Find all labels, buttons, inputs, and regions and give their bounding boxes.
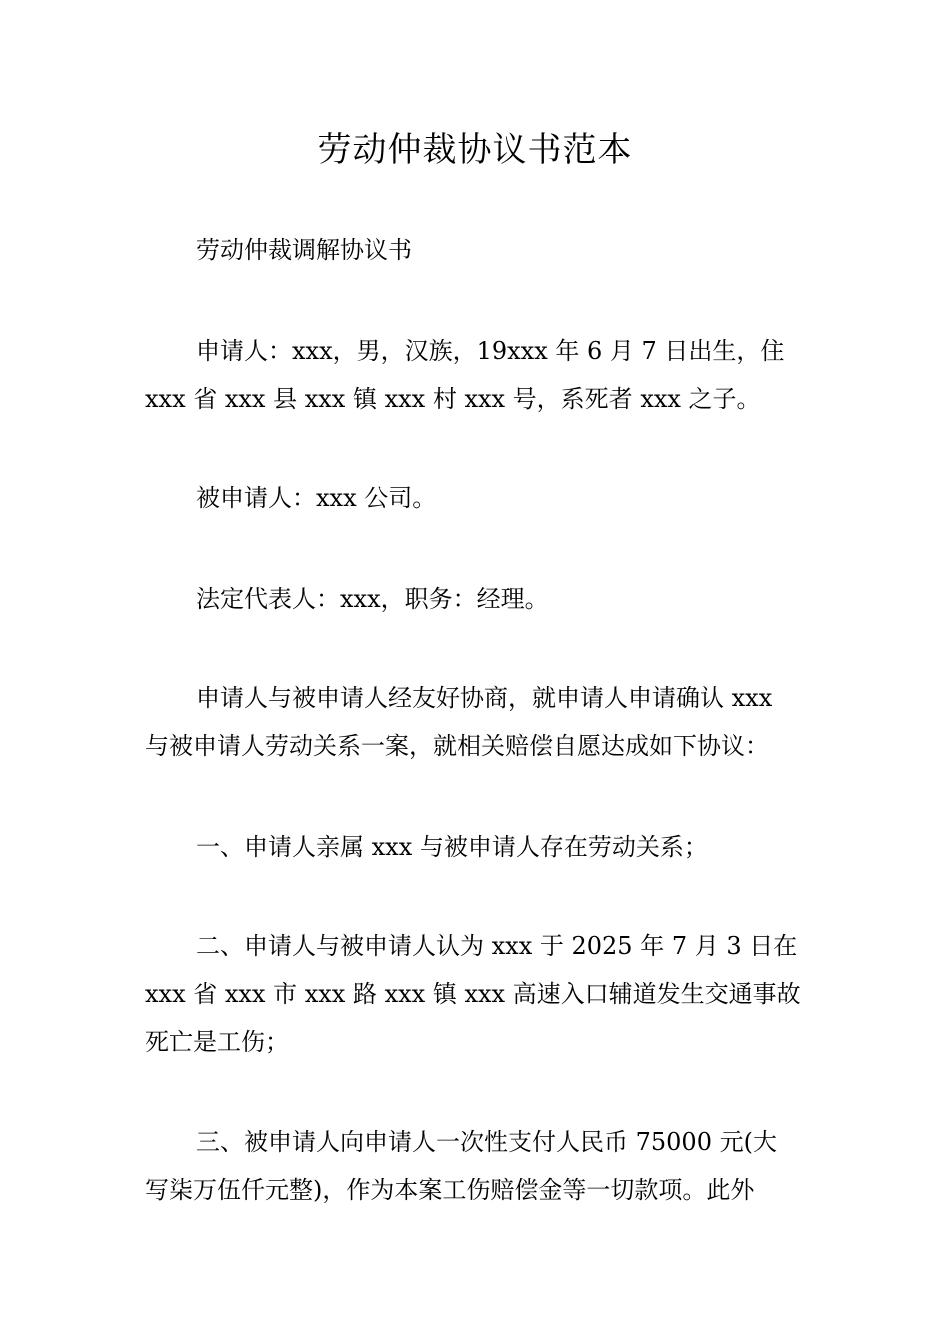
text-line: xxx 省 xxx 县 xxx 镇 xxx 村 xxx 号，系死者 xxx 之子。 xyxy=(145,385,761,413)
text-line: 申请人：xxx，男，汉族，19xxx 年 6 月 7 日出生，住 xyxy=(196,337,785,365)
paragraph-applicant xyxy=(145,327,810,423)
text-line: 劳动仲裁调解协议书 xyxy=(196,236,412,264)
paragraph-subtitle xyxy=(145,226,810,274)
text-line: 申请人与被申请人经友好协商，就申请人申请确认 xxx xyxy=(196,684,773,712)
text-line: xxx 省 xxx 市 xxx 路 xxx 镇 xxx 高速入口辅道发生交通事故 xyxy=(145,980,801,1008)
paragraph-clause-2 xyxy=(145,922,810,1066)
text-line: 二、申请人与被申请人认为 xxx 于 2025 年 7 月 3 日在 xyxy=(196,932,798,960)
paragraph-clause-3 xyxy=(145,1118,810,1214)
document-title: 劳动仲裁协议书范本 xyxy=(317,130,633,170)
text-line: 写柒万伍仟元整)，作为本案工伤赔偿金等一切款项。此外 xyxy=(145,1176,755,1204)
paragraph-clause-1 xyxy=(145,823,810,871)
paragraph-legal-representative xyxy=(145,575,810,623)
text-line: 三、被申请人向申请人一次性支付人民币 75000 元(大 xyxy=(196,1128,777,1156)
paragraph-preamble xyxy=(145,674,810,770)
text-line: 一、申请人亲属 xxx 与被申请人存在劳动关系； xyxy=(196,833,708,861)
text-line: 与被申请人劳动关系一案，就相关赔偿自愿达成如下协议： xyxy=(145,732,769,760)
text-line: 被申请人：xxx 公司。 xyxy=(196,484,437,512)
paragraph-respondent xyxy=(145,474,810,522)
text-line: 法定代表人：xxx，职务：经理。 xyxy=(196,585,549,613)
text-line: 死亡是工伤； xyxy=(145,1028,289,1056)
